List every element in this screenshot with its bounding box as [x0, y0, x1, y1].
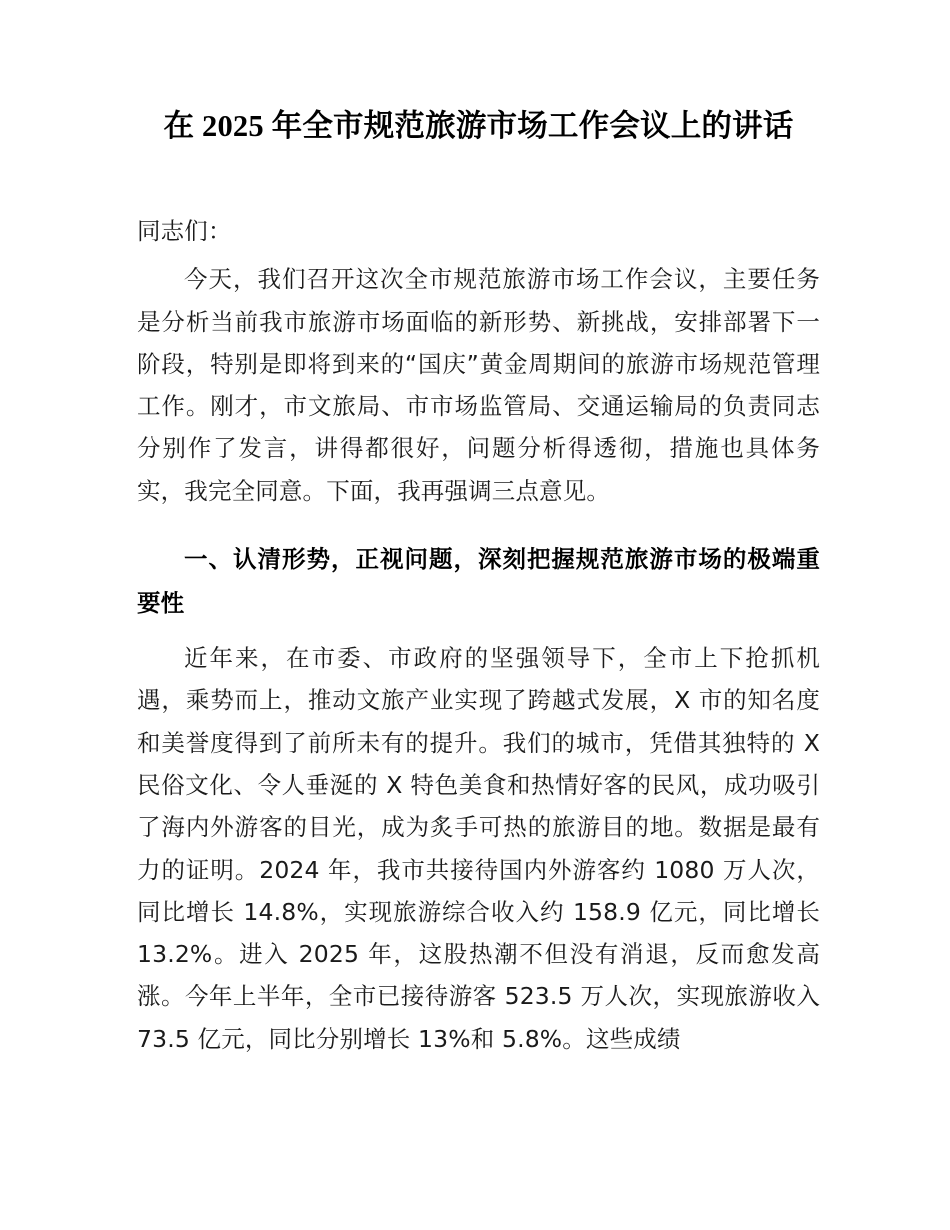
- paragraph-section-one-body: 近年来，在市委、市政府的坚强领导下，全市上下抢抓机遇，乘势而上，推动文旅产业实现了跨越式发展，X 市的知名度和美誉度得到了前所未有的提升。我们的城市，凭借其独特的 X 民俗文化、令人垂涎的 X 特色美食和热情好客的民风，成功吸引了海内外游客的目光，成为炙手可热的旅游目的地。数据是最有力的证明。2024 年，我市共接待国内外游客约 1080 万人次，同比增长 14.8%，实现旅游综合收入约 158.9 亿元，同比增长 13.2%。进入 2025 年，这股热潮不但没有消退，反而愈发高涨。今年上半年，全市已接待游客 523.5 万人次，实现旅游收入 73.5 亿元，同比分别增长 13%和 5.8%。这些成绩: [137, 644, 820, 1053]
- section-heading-one: 一、认清形势，正视问题，深刻把握规范旅游市场的极端重要性: [137, 545, 820, 618]
- paragraph-opening: 今天，我们召开这次全市规范旅游市场工作会议，主要任务是分析当前我市旅游市场面临的新形势、新挑战，安排部署下一阶段，特别是即将到来的“国庆”黄金周期间的旅游市场规范管理工作。刚才，市文旅局、市市场监管局、交通运输局的负责同志分别作了发言，讲得都很好，问题分析得透彻，措施也具体务实，我完全同意。下面，我再强调三点意见。: [137, 265, 820, 505]
- document-content: [137, 0, 820, 1060]
- spacer: [137, 625, 820, 637]
- spacer: [137, 512, 820, 524]
- page-title: 在 2025 年全市规范旅游市场工作会议上的讲话: [163, 109, 794, 143]
- salutation: 同志们：: [137, 217, 232, 245]
